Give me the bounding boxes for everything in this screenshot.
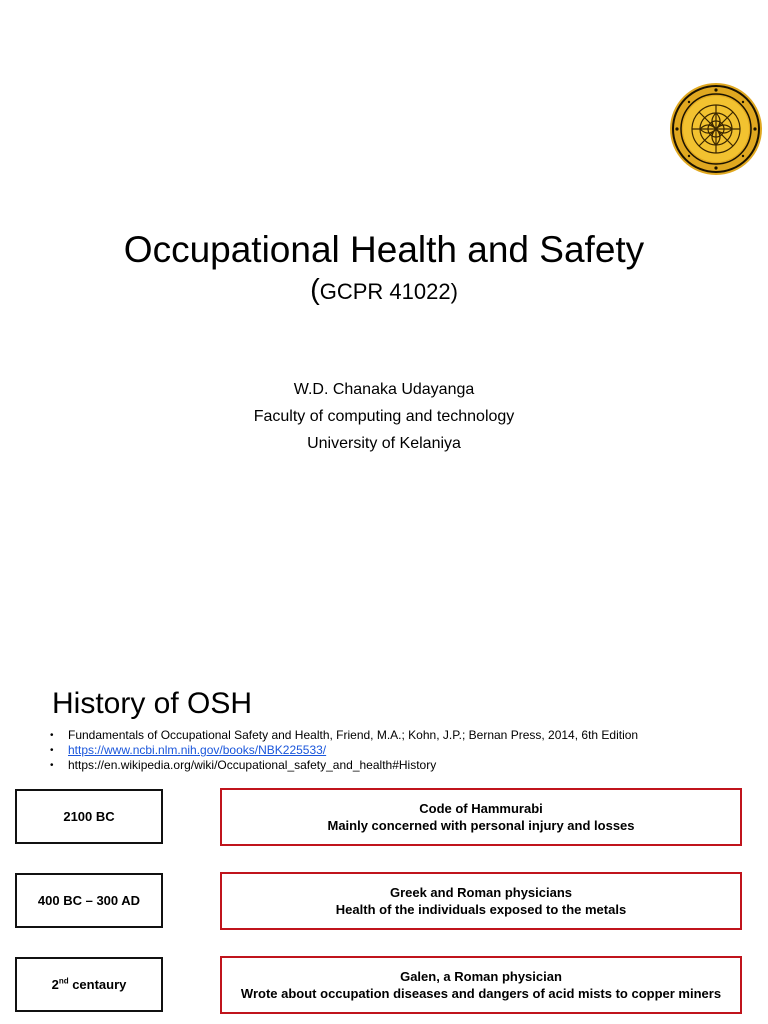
reference-link[interactable]: https://www.ncbi.nlm.nih.gov/books/NBK225533/ (68, 743, 327, 757)
timeline-date-label (52, 977, 127, 992)
reference-list (50, 728, 638, 773)
timeline-date (15, 957, 163, 1012)
timeline-event-title: Greek and Roman physicians (389, 885, 573, 900)
author-name: W.D. Chanaka Udayanga (293, 381, 475, 398)
slide-title: Occupational Health and Safety (123, 229, 645, 270)
timeline-date-label: 400 BC – 300 AD (37, 893, 141, 908)
date-unit: centaury (68, 977, 127, 992)
course-code (0, 274, 768, 308)
reference-item (50, 743, 638, 758)
author-faculty: Faculty of computing and technology (253, 408, 515, 425)
timeline-date (15, 873, 163, 928)
university-seal-icon (669, 82, 763, 176)
timeline-event-detail: Mainly concerned with personal injury and losses (327, 818, 635, 833)
slide-heading: History of OSH (52, 687, 253, 720)
reference-item (50, 758, 638, 773)
timeline-date-label: 2100 BC (63, 809, 115, 824)
timeline-event-title: Galen, a Roman physician (400, 969, 562, 984)
timeline-event-detail: Wrote about occupation diseases and dangers of acid mists to copper miners (240, 986, 722, 1001)
reference-text: Fundamentals of Occupational Safety and Health, Friend, M.A.; Kohn, J.P.; Bernan Press, 2014, 6th Edition (68, 728, 639, 742)
timeline-description (220, 788, 742, 846)
reference-text: https://en.wikipedia.org/wiki/Occupational_safety_and_health#History (68, 758, 437, 772)
reference-item (50, 728, 638, 743)
author-block (0, 376, 768, 457)
date-ordinal-suffix: nd (58, 976, 69, 986)
timeline-description (220, 956, 742, 1014)
timeline-description (220, 872, 742, 930)
course-code-text: GCPR 41022) (319, 279, 458, 304)
history-slide (0, 660, 768, 1024)
course-code-paren: ( (310, 274, 320, 306)
timeline-date (15, 789, 163, 844)
author-university: University of Kelaniya (307, 435, 461, 452)
timeline-event-title: Code of Hammurabi (419, 801, 543, 816)
timeline-event-detail: Health of the individuals exposed to the metals (335, 902, 627, 917)
date-number: 2 (51, 977, 59, 992)
